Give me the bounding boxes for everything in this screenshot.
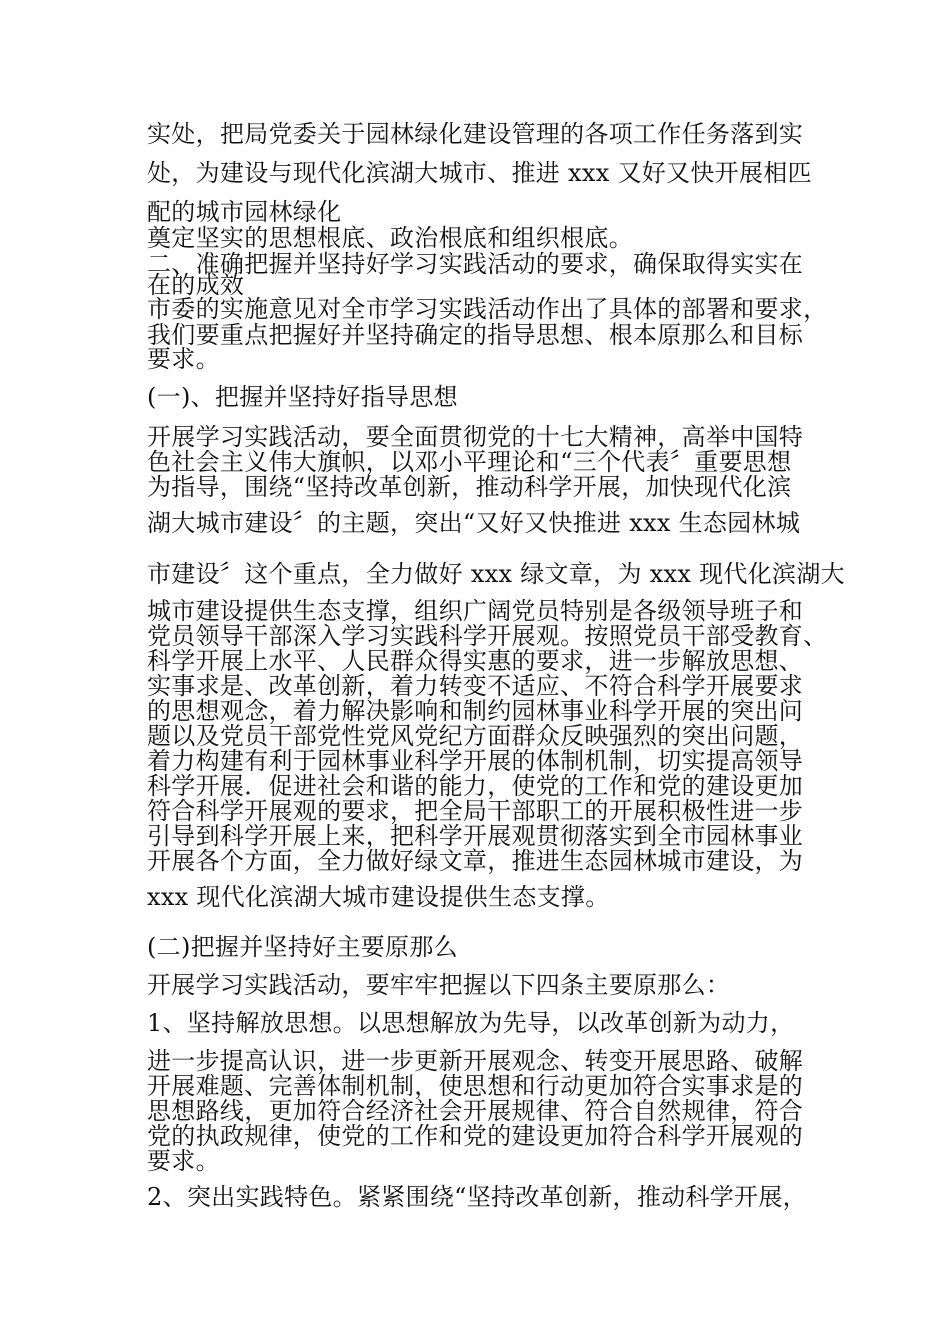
text-line: 科学开展上水平、人民群众得实惠的要求，进一步解放思想、 xyxy=(147,647,804,675)
text-line: 着力构建有利于园林事业科学开展的体制机制，切实提高领导 xyxy=(147,747,804,775)
text-line: 实处，把局党委关于园林绿化建设管理的各项工作任务落到实 xyxy=(147,120,804,148)
text-line: 开展难题、完善体制机制，使思想和行动更加符合实事求是的 xyxy=(147,1072,804,1100)
text-line: 市委的实施意见对全市学习实践活动作出了具体的部署和要求， xyxy=(147,295,828,323)
text-line: 开展各个方面，全力做好绿文章，推进生态园林城市建设，为 xyxy=(147,847,804,875)
text-line: 2、突出实践特色。紧紧围绕“坚持改革创新，推动科学开展， xyxy=(147,1183,807,1211)
text-line: 要求。 xyxy=(147,1147,220,1175)
text-line: 处，为建设与现代化滨湖大城市、推进 xxx 又好又快开展相匹 xyxy=(147,159,812,187)
text-line: 思想路线，更加符合经济社会开展规律、符合自然规律，符合 xyxy=(147,1097,804,1125)
text-line: 市建设〞这个重点，全力做好 xxx 绿文章，为 xxx 现代化滨湖大 xyxy=(147,560,845,588)
text-line: 引导到科学开展上来，把科学开展观贯彻落实到全市园林事业 xyxy=(147,822,804,850)
section-heading: (一)、把握并坚持好指导思想 xyxy=(147,383,458,411)
text-line: 开展学习实践活动，要全面贯彻党的十七大精神，高举中国特 xyxy=(147,423,804,451)
text-line: 党员领导干部深入学习实践科学开展观。按照党员干部受教育、 xyxy=(147,622,828,650)
text-line: 科学开展．促进社会和谐的能力，使党的工作和党的建设更加 xyxy=(147,772,804,800)
section-heading: (二)把握并坚持好主要原那么 xyxy=(147,933,458,961)
text-line: 二、准确把握并坚持好学习实践活动的要求，确保取得实实在 xyxy=(147,250,804,278)
text-line: 开展学习实践活动，要牢牢把握以下四条主要原那么： xyxy=(147,971,731,999)
text-line: 配的城市园林绿化 xyxy=(147,198,342,226)
text-line: 色社会主义伟大旗帜，以邓小平理论和“三个代表〞重要思想 xyxy=(147,448,792,476)
text-line: 城市建设提供生态支撑，组织广阔党员特别是各级领导班子和 xyxy=(147,597,804,625)
text-line: 我们要重点把握好并坚持确定的指导思想、根本原那么和目标 xyxy=(147,321,804,349)
text-line: 1、坚持解放思想。以思想解放为先导，以改革创新为动力， xyxy=(147,1009,795,1037)
text-line: 湖大城市建设〞的主题，突出“又好又快推进 xxx 生态园林城 xyxy=(147,509,801,537)
text-line: 进一步提高认识，进一步更新开展观念、转变开展思路、破解 xyxy=(147,1047,804,1075)
text-line: 奠定坚实的思想根底、政治根底和组织根底。 xyxy=(147,224,633,252)
text-line: xxx 现代化滨湖大城市建设提供生态支撑。 xyxy=(147,883,610,911)
text-line: 要求。 xyxy=(147,345,220,373)
text-line: 实事求是、改革创新，着力转变不适应、不符合科学开展要求 xyxy=(147,672,804,700)
text-line: 党的执政规律，使党的工作和党的建设更加符合科学开展观的 xyxy=(147,1122,804,1150)
text-line: 符合科学开展观的要求，把全局干部职工的开展积极性进一步 xyxy=(147,797,804,825)
text-line: 的思想观念，着力解决影响和制约园林事业科学开展的突出问 xyxy=(147,697,804,725)
text-line: 为指导，围绕“坚持改革创新，推动科学开展，加快现代化滨 xyxy=(147,473,792,501)
text-line: 题以及党员干部党性党风党纪方面群众反映强烈的突出问题， xyxy=(147,722,804,750)
text-line: 在的成效 xyxy=(147,271,245,299)
